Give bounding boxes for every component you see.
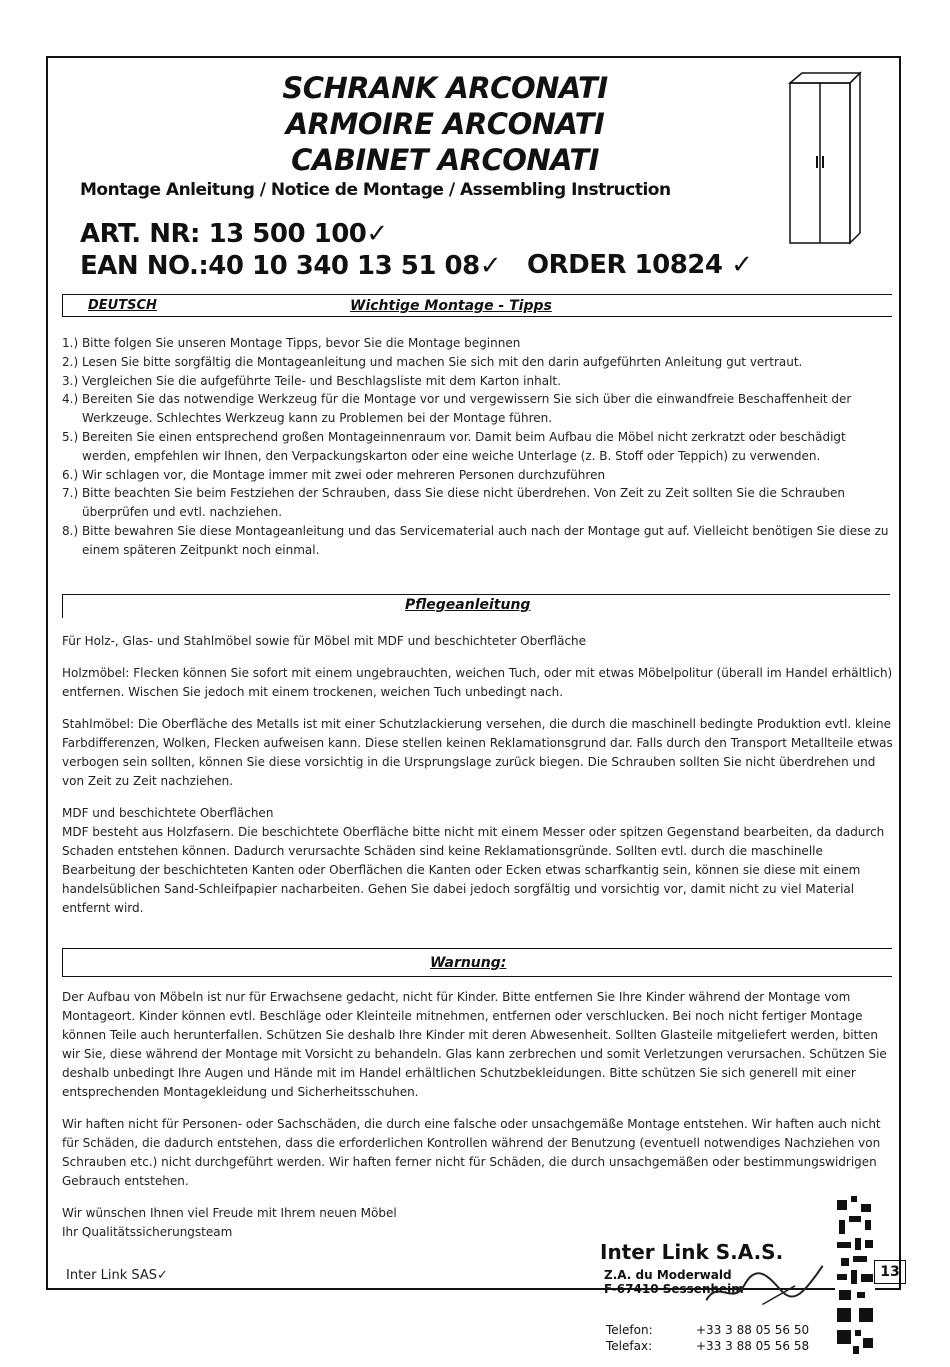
list-item: 4.) Bereiten Sie das notwendige Werkzeug für die Montage vor und vergewissern Sie sich über die einwandfreie Beschaffenheit der Werkzeuge. Schlechtes Werkzeug kann zu Problemen bei der Montage führen.	[62, 392, 852, 426]
care-paragraph: Holzmöbel: Flecken können Sie sofort mit einem ungebrauchten, weichen Tuch, oder mit etwas Möbelpolitur (überall im Handel erhältlich) entfernen. Wischen Sie jedoch mit einem trockenen, weichen Tuch unbedingt nach.	[62, 666, 893, 699]
ean-number: 40 10 340 13 51 08	[208, 251, 480, 281]
section-bracket	[62, 294, 63, 316]
section-divider	[62, 948, 892, 949]
section-divider	[62, 594, 890, 595]
tips-list	[62, 334, 897, 560]
section-bracket	[62, 594, 63, 618]
check-mark-icon: ✓	[731, 250, 753, 280]
care-paragraph: Für Holz-, Glas- und Stahlmöbel sowie für Möbel mit MDF und beschichteter Oberfläche	[62, 634, 587, 648]
language-label: DEUTSCH	[88, 298, 157, 313]
title-en: CABINET ARCONATI	[291, 143, 599, 177]
section-divider	[62, 294, 892, 295]
order-number	[527, 250, 752, 280]
page-number: 13	[874, 1260, 906, 1284]
care-heading: Pflegeanleitung	[405, 597, 531, 613]
care-paragraph: Stahlmöbel: Die Oberfläche des Metalls ist mit einer Schutzlackierung versehen, die durch die maschinell bedingte Produktion evtl. kleine Farbdifferenzen, Wolken, Flecken aufweisen kann. Diese stellen keinen Reklamationsgrund dar. Falls durch den Transport Metallteile etwas verbogen sein sollten, können Sie diese vorsichtig in die Ursprungslage zurück biegen. Die Schrauben sollten Sie nicht überdrehen und von Zeit zu Zeit nachziehen.	[62, 717, 893, 788]
warning-heading: Warnung:	[430, 955, 507, 971]
section-bracket	[62, 948, 63, 976]
title-de: SCHRANK ARCONATI	[282, 71, 608, 105]
section-divider	[62, 976, 892, 977]
order-text: ORDER 10824	[527, 250, 723, 280]
check-mark-icon: ✓	[157, 1268, 168, 1283]
document-subtitle: Montage Anleitung / Notice de Montage / Assembling Instruction	[80, 180, 671, 200]
article-block	[80, 218, 501, 282]
art-number: 13 500 100	[208, 219, 367, 249]
fax-value: +33 3 88 05 56 58	[696, 1339, 810, 1353]
closing-text: Wir wünschen Ihnen viel Freude mit Ihrem neuen Möbel Ihr Qualitätssicherungsteam	[62, 1206, 397, 1239]
list-item: 6.) Wir schlagen vor, die Montage immer mit zwei oder mehreren Personen durchzuführen	[62, 467, 606, 482]
fax-label: Telefax:	[606, 1339, 653, 1353]
care-paragraph: MDF und beschichtete Oberflächen MDF besteht aus Holzfasern. Die beschichtete Oberfläche bitte nicht mit einem Messer oder spitzen Gegenstand bearbeiten, da dadurch Schaden entstehen können. Dadurch verursachte Schäden sind keine Reklamationsgründe. Sollten evtl. durch die maschinelle Bearbeitung der beschichteten Kanten oder Oberflächen die Kanten oder Ecken etwas scharfkantig sein, können sie diese mit einem handelsüblichen Sand-Schleifpapier nacharbeiten. Gehen Sie dabei jedoch sorgfältig und vorsichtig vor, damit nicht zu viel Material entfernt wird.	[62, 806, 885, 915]
ean-label: EAN NO.:	[80, 251, 209, 281]
qr-code-icon	[835, 1190, 875, 1360]
check-mark-icon: ✓	[479, 251, 502, 281]
title-fr: ARMOIRE ARCONATI	[285, 107, 605, 141]
care-text	[62, 632, 897, 931]
list-item: 7.) Bitte beachten Sie beim Festziehen der Schrauben, dass Sie diese nicht überdrehen. Von Zeit zu Zeit sollten Sie die Schrauben überprüfen und evtl. nachziehen.	[62, 486, 846, 520]
cabinet-illustration	[780, 68, 865, 248]
list-item: 2.) Lesen Sie bitte sorgfältig die Montageanleitung und machen Sie sich mit den darin aufgeführten Anleitung gut vertraut.	[62, 354, 803, 369]
art-label: ART. NR:	[80, 219, 200, 249]
section-divider	[62, 316, 892, 317]
phone-value: +33 3 88 05 56 50	[696, 1323, 810, 1337]
list-item: 1.) Bitte folgen Sie unseren Montage Tipps, bevor Sie die Montage beginnen	[62, 336, 521, 350]
company-name: Inter Link S.A.S.	[600, 1240, 784, 1264]
warning-paragraph: Der Aufbau von Möbeln ist nur für Erwachsene gedacht, nicht für Kinder. Bitte entfernen Sie Ihre Kinder während der Montage vom Montageort. Kinder können evtl. Beschläge oder Kleinteile mitnehmen, entfernen oder verschlucken. Bei noch nicht fertiger Montage können Teile auch herunterfallen. Schützen Sie deshalb Ihre Kinder mit deren Abwesenheit. Sollten Glasteile mitgeliefert werden, bitten wir Sie, diese während der Montage mit Vorsicht zu behandeln. Glas kann zerbrechen und somit Verletzungen verursachen. Schützen Sie deshalb unbedingt Ihre Augen und Hände mit im Handel erhältlichen Schutzbekleidungen. Bitte schützen Sie sich generell mit einer entsprechenden Montagekleidung und Sicherheitsschuhen.	[62, 990, 887, 1099]
signature-left	[66, 1266, 168, 1285]
tips-heading: Wichtige Montage - Tipps	[350, 298, 552, 314]
phone-label: Telefon:	[606, 1323, 653, 1337]
contact-block	[606, 1322, 809, 1354]
check-mark-icon: ✓	[366, 219, 388, 249]
list-item: 3.) Vergleichen Sie die aufgeführte Teile- und Beschlagsliste mit dem Karton inhalt.	[62, 373, 561, 388]
list-item: 8.) Bitte bewahren Sie diese Montageanleitung und das Servicematerial auch nach der Montage gut auf. Vielleicht benötigen Sie diese zu einem späteren Zeitpunkt noch einmal.	[62, 523, 889, 557]
address-line: F-67410 Sessenheim	[604, 1282, 744, 1296]
address-line: Z.A. du Moderwald	[604, 1268, 732, 1282]
list-item: 5.) Bereiten Sie einen entsprechend großen Montageinnenraum vor. Damit beim Aufbau die Möbel nicht zerkratzt oder beschädigt werden, empfehlen wir Ihnen, den Verpackungskarton oder eine weiche Unterlage (z. B. Stoff oder Teppich) zu verwenden.	[62, 429, 846, 463]
signature-left-text: Inter Link SAS	[66, 1268, 158, 1283]
warning-paragraph: Wir haften nicht für Personen- oder Sachschäden, die durch eine falsche oder unsachgemäße Montage entstehen. Wir haften auch nicht für Schäden, die dadurch entstehen, dass die erforderlichen Kontrollen während der Benutzung (eventuell notwendiges Nachziehen von Schrauben etc.) nicht durchgeführt werden. Wir haften ferner nicht für Schäden, die durch unsachgemäßen oder bestimmungswidrigen Gebrauch entstehen.	[62, 1117, 881, 1188]
title-block	[220, 70, 670, 178]
warning-text	[62, 988, 897, 1255]
